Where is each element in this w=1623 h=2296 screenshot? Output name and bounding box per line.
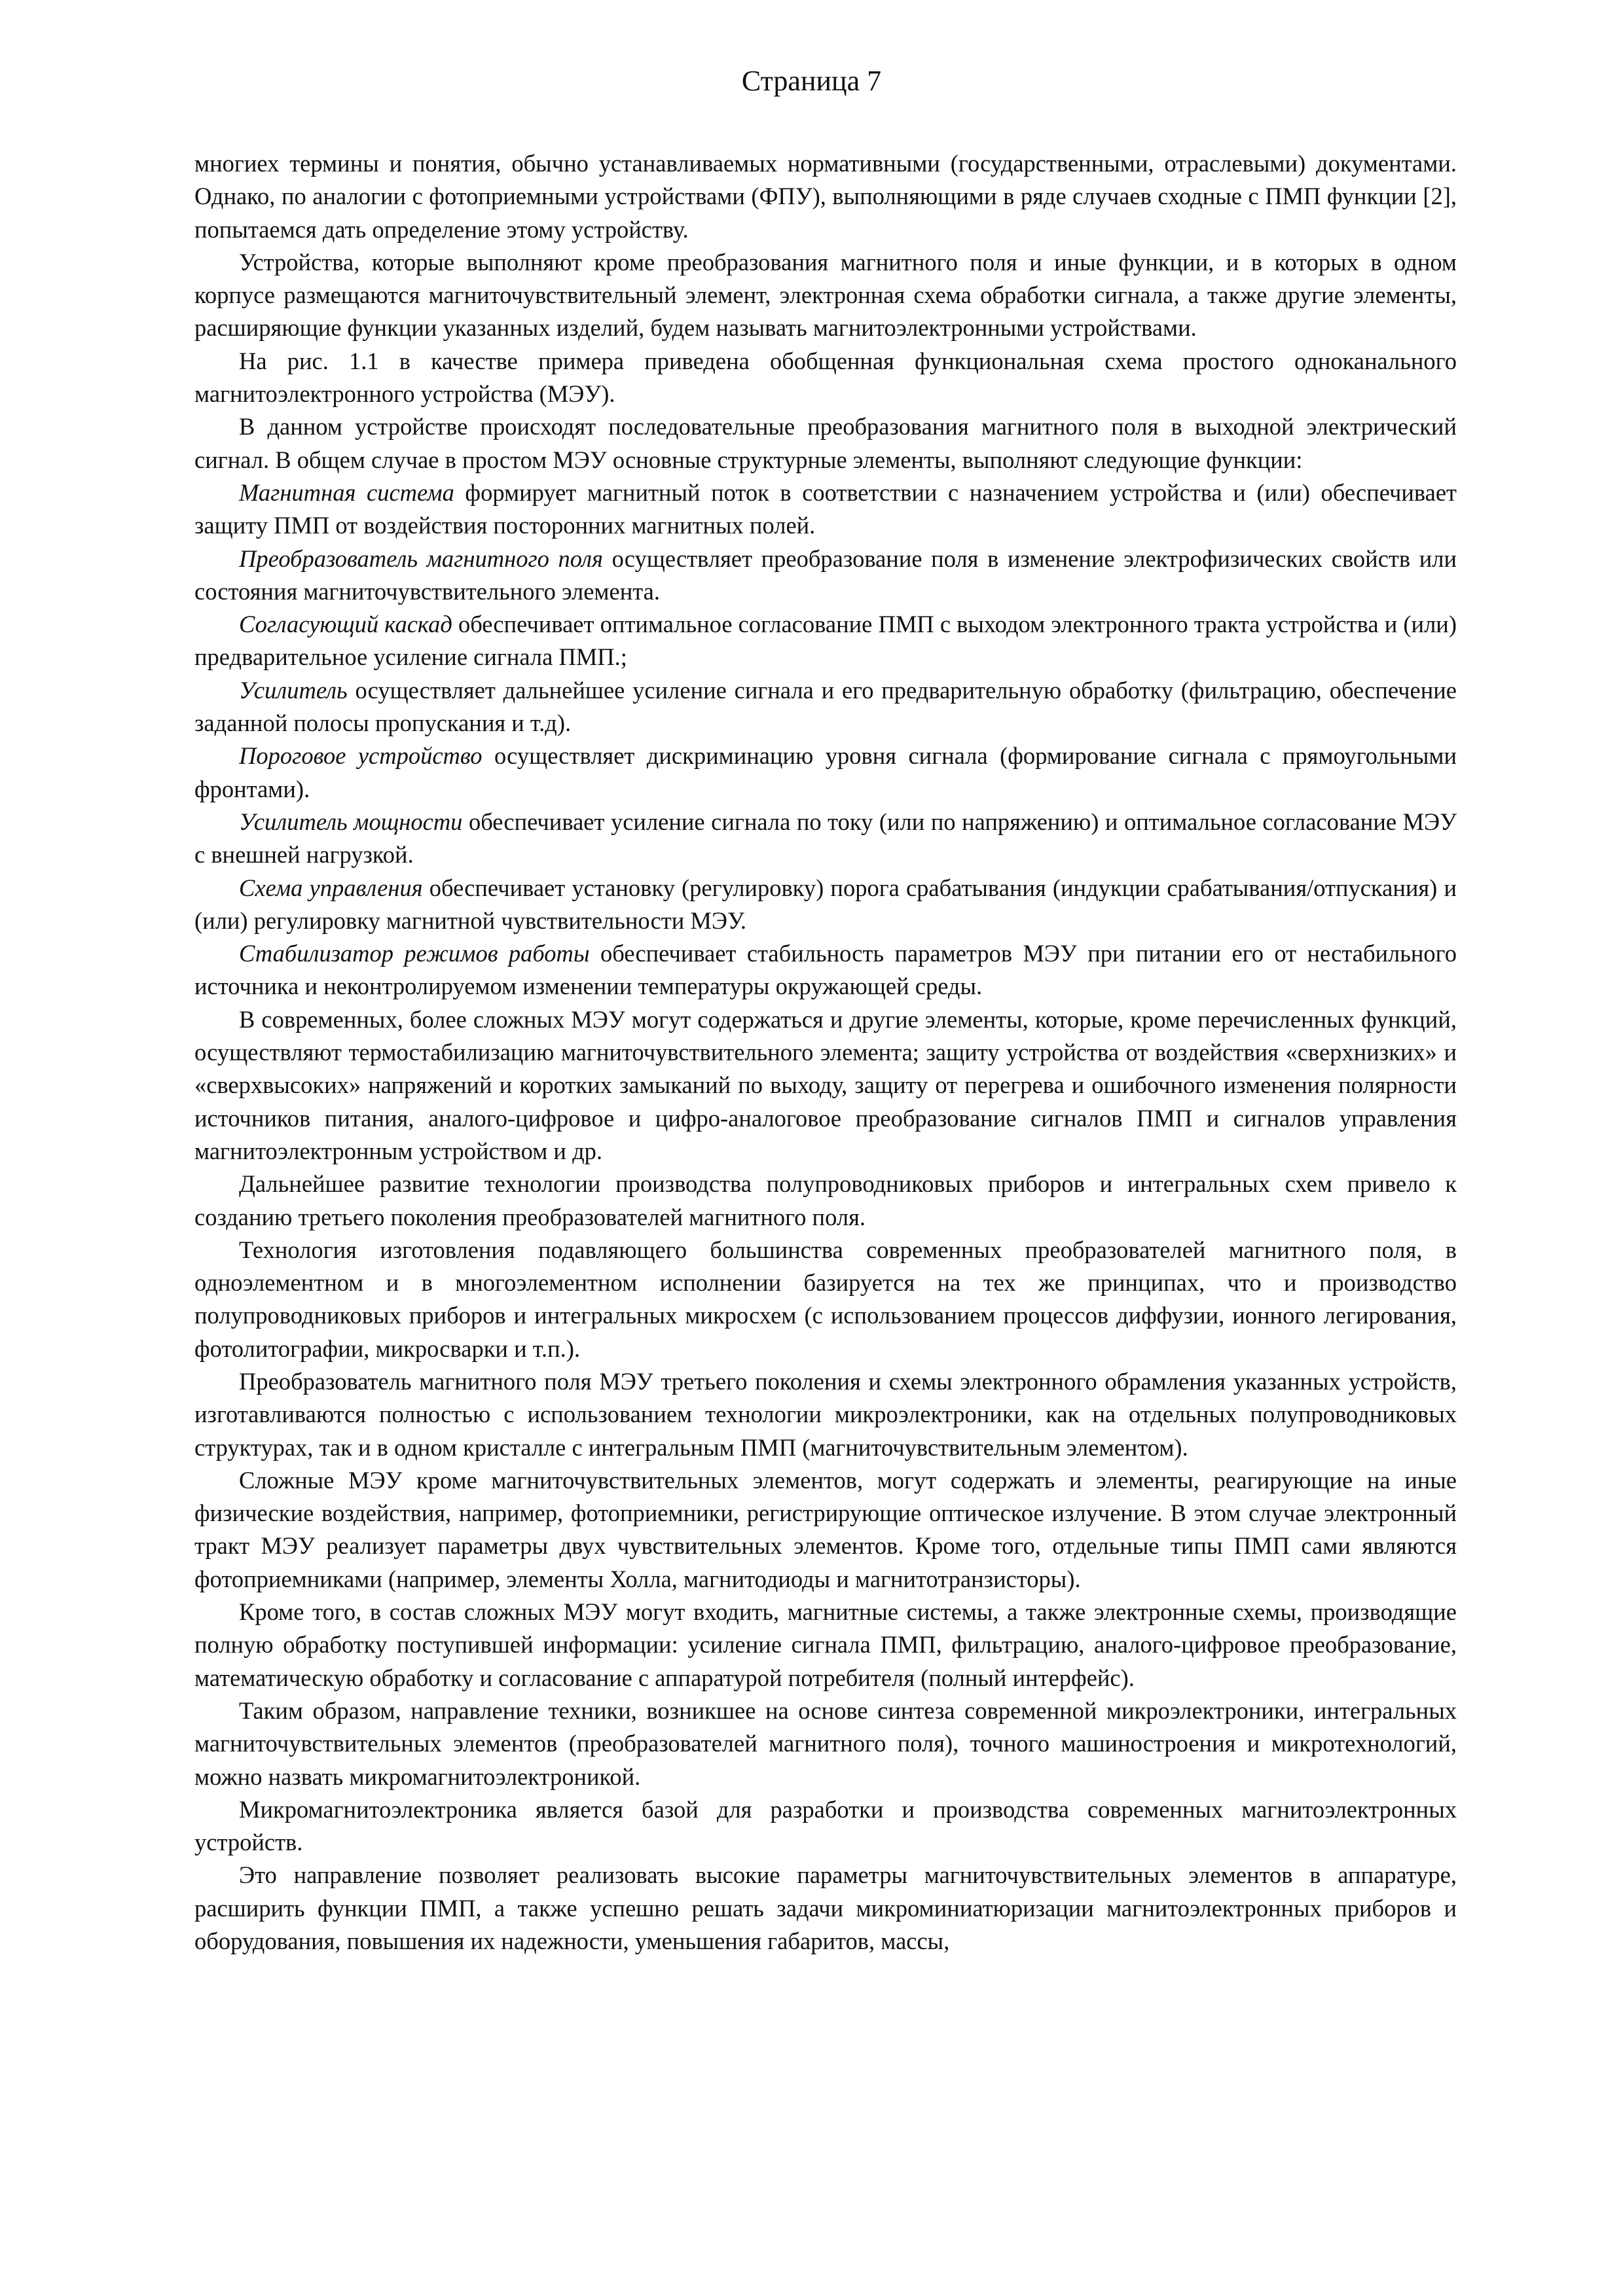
definition-paragraph (194, 872, 1457, 938)
paragraph (194, 410, 1457, 476)
paragraph (194, 1695, 1457, 1793)
paragraph-text: осуществляет дальнейшее усиление сигнала и его предварительную обработку (фильтрацию, обеспечение заданной полосы пропускания и т.д). (194, 676, 1457, 737)
paragraph-text: формирует магнитный поток в соответствии с назначением устройства и (или) обеспечивает защиту ПМП от воздействия посторонних магнитных полей. (194, 478, 1457, 539)
definition-paragraph (194, 937, 1457, 1003)
term: Схема управления (239, 874, 423, 901)
term: Согласующий каскад (239, 611, 452, 638)
paragraph (194, 1234, 1457, 1365)
definition-paragraph (194, 608, 1457, 674)
paragraph (194, 1365, 1457, 1464)
document-body (194, 147, 1457, 1958)
definition-paragraph (194, 543, 1457, 609)
paragraph (194, 1596, 1457, 1695)
definition-paragraph (194, 806, 1457, 872)
paragraph (194, 1793, 1457, 1859)
paragraph-text: Преобразователь магнитного поля МЭУ третьего поколения и схемы электронного обрамления указанных устройств, изготавливаются полностью с использованием технологии микроэлектроники, как на отдельных полупроводниковых структурах, так и в одном кристалле с интегральным ПМП (магниточувствительным элементом). (194, 1367, 1457, 1461)
term: Магнитная система (239, 478, 454, 506)
paragraph (194, 1464, 1457, 1596)
paragraph-text: На рис. 1.1 в качестве примера приведена обобщенная функциональная схема простого одноканального магнитоэлектронного устройства (МЭУ). (194, 347, 1457, 408)
paragraph (194, 246, 1457, 345)
paragraph-text: Микромагнитоэлектроника является базой для разработки и производства современных магнитоэлектронных устройств. (194, 1795, 1457, 1856)
paragraph-text: Устройства, которые выполняют кроме преобразования магнитного поля и иные функции, и в которых в одном корпусе размещаются магниточувствительный элемент, электронная схема обработки сигнала, а также другие элементы, расширяющие функции указанных изделий, будем называть магнитоэлектронными устройствами. (194, 248, 1457, 342)
paragraph-text: Это направление позволяет реализовать высокие параметры магниточувствительных элементов в аппаратуре, расширить функции ПМП, а также успешно решать задачи микроминиатюризации магнитоэлектронных приборов и оборудования, повышения их надежности, уменьшения габаритов, массы, (194, 1861, 1457, 1955)
paragraph (194, 1003, 1457, 1168)
paragraph-text: Дальнейшее развитие технологии производства полупроводниковых приборов и интегральных схем привело к созданию третьего поколения преобразователей магнитного поля. (194, 1170, 1457, 1230)
paragraph-text: В данном устройстве происходят последовательные преобразования магнитного поля в выходной электрический сигнал. В общем случае в простом МЭУ основные структурные элементы, выполняют следующие функции: (194, 413, 1457, 473)
term: Усилитель (239, 676, 348, 704)
term: Преобразователь магнитного поля (239, 545, 604, 572)
paragraph-text: Технология изготовления подавляющего большинства современных преобразователей магнитного поля, в одноэлементном и в многоэлементном исполнении базируется на тех же принципах, что и производство полупроводниковых приборов и интегральных микросхем (с использованием процессов диффузии, ионного легирования, фотолитографии, микросварки и т.п.). (194, 1236, 1457, 1362)
paragraph (194, 1859, 1457, 1958)
paragraph-text: обеспечивает усиление сигнала по току (или по напряжению) и оптимальное согласование МЭУ с внешней нагрузкой. (194, 808, 1457, 869)
page-header: Страница 7 (741, 65, 882, 97)
paragraph-text: осуществляет преобразование поля в изменение электрофизических свойств или состояния магниточувствительного элемента. (194, 545, 1457, 605)
paragraph (194, 1168, 1457, 1234)
paragraph-text: многиех термины и понятия, обычно устанавливаемых нормативными (государственными, отраслевыми) документами. Однако, по аналогии с фотоприемными устройствами (ФПУ), выполняющими в ряде случаев сходные с ПМП функции [2], попытаемся дать определение этому устройству. (194, 150, 1457, 243)
paragraph-text: Кроме того, в состав сложных МЭУ могут входить, магнитные системы, а также электронные схемы, производящие полную обработку поступившей информации: усиление сигнала ПМП, фильтрацию, аналого-цифровое преобразование, математическую обработку и согласование с аппаратурой потребителя (полный интерфейс). (194, 1598, 1457, 1691)
paragraph (194, 147, 1457, 246)
definition-paragraph (194, 476, 1457, 543)
term: Стабилизатор режимов работы (239, 940, 590, 967)
definition-paragraph (194, 674, 1457, 740)
paragraph-text: обеспечивает установку (регулировку) порога срабатывания (индукции срабатывания/отпускания) и (или) регулировку магнитной чувствительности МЭУ. (194, 874, 1457, 934)
definition-paragraph (194, 740, 1457, 806)
term: Усилитель мощности (239, 808, 463, 835)
paragraph (194, 345, 1457, 411)
paragraph-text: Сложные МЭУ кроме магниточувствительных элементов, могут содержать и элементы, реагирующие на иные физические воздействия, например, фотоприемники, регистрирующие оптическое излучение. В этом случае электронный тракт МЭУ реализует параметры двух чувствительных элементов. Кроме того, отдельные типы ПМП сами являются фотоприемниками (например, элементы Холла, магнитодиоды и магнитотранзисторы). (194, 1466, 1457, 1592)
paragraph-text: Таким образом, направление техники, возникшее на основе синтеза современной микроэлектроники, интегральных магниточувствительных элементов (преобразователей магнитного поля), точного машиностроения и микротехнологий, можно назвать микромагнитоэлектроникой. (194, 1696, 1457, 1790)
paragraph-text: осуществляет дискриминацию уровня сигнала (формирование сигнала с прямоугольными фронтами). (194, 742, 1457, 802)
term: Пороговое устройство (239, 742, 483, 770)
paragraph-text: обеспечивает стабильность параметров МЭУ при питании его от нестабильного источника и неконтролируемом изменении температуры окружающей среды. (194, 940, 1457, 1000)
paragraph-text: В современных, более сложных МЭУ могут содержаться и другие элементы, которые, кроме перечисленных функций, осуществляют термостабилизацию магниточувствительного элемента; защиту устройства от воздействия «сверхнизких» и «сверхвысоких» напряжений и коротких замыканий по выходу, защиту от перегрева и ошибочного изменения полярности источников питания, аналого-цифровое и цифро-аналоговое преобразование сигналов ПМП и сигналов управления магнитоэлектронным устройством и др. (194, 1005, 1457, 1164)
paragraph-text: обеспечивает оптимальное согласование ПМП с выходом электронного тракта устройства и (или) предварительное усиление сигнала ПМП.; (194, 611, 1457, 671)
